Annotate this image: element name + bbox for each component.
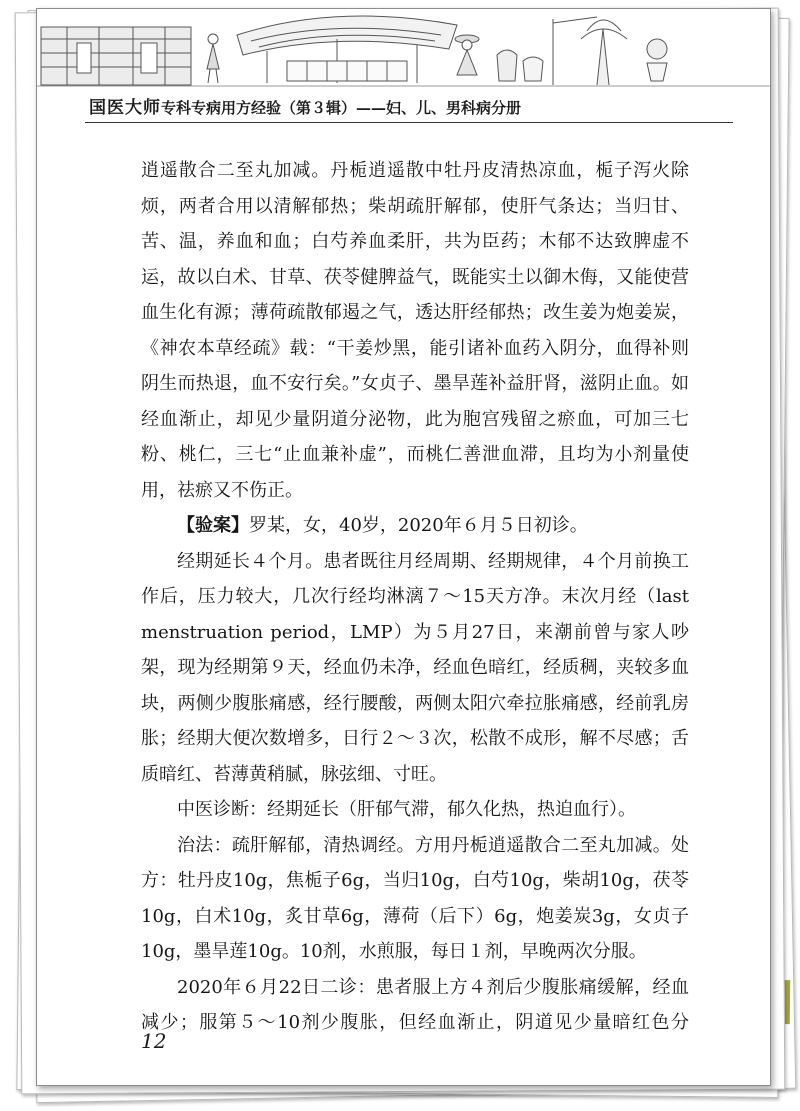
case-text: 罗某，女，40岁，2020年６月５日初诊。	[249, 515, 588, 536]
case-paragraph	[141, 508, 689, 544]
book-page	[36, 8, 771, 1086]
case-label: 【验案】	[177, 515, 249, 536]
paragraph: 经期延长４个月。患者既往月经周期、经期规律，４个月前换工作后，压力较大，几次行经均淋漓７～15天方净。末次月经（last menstruation period，LMP）为５月27日，来潮前曾与家人吵架，现为经期第９天，经血仍未净，经血色暗红，经质稠，夹较多血块，两侧少腹胀痛感，经行腰酸，两侧太阳穴牵拉胀痛感，经前乳房胀；经期大便次数增多，日行２～３次，松散不成形，解不尽感；舌质暗红、苔薄黄稍腻，脉弦细、寸旺。	[141, 550, 689, 785]
paragraph: 治法：疏肝解郁，清热调经。方用丹栀逍遥散合二至丸加减。处方：牡丹皮10g，焦栀子6g，当归10g，白芍10g，柴胡10g，茯苓10g，白术10g，炙甘草6g，薄荷（后下）6g，炮姜炭3g，女贞子10g，墨旱莲10g。10剂，水煎服，每日１剂，早晚两次分服。	[141, 834, 689, 962]
book-subtitle: 专科专病用方经验（第３辑）——妇、儿、男科病分册	[161, 99, 522, 117]
paragraph: 2020年６月22日二诊：患者服上方４剂后少腹胀痛缓解，经血减少；服第５～10剂少腹胀，但经血渐止，阴道见少量暗红色分	[141, 976, 689, 1033]
book-brand: 国医大师	[89, 98, 161, 118]
header-illustration	[37, 9, 770, 87]
paragraph: 逍遥散合二至丸加减。丹栀逍遥散中牡丹皮清热凉血，栀子泻火除烦，两者合用以清解郁热；柴胡疏肝解郁，使肝气条达；当归甘、苦、温，养血和血；白芍养血柔肝，共为臣药；木郁不达致脾虚不运，故以白术、甘草、茯苓健脾益气，既能实土以御木侮，又能使营血生化有源；薄荷疏散郁遏之气，透达肝经郁热；改生姜为炮姜炭，《神农本草经疏》载：“干姜炒黑，能引诸补血药入阴分，血得补则阴生而热退，血不安行矣。”女贞子、墨旱莲补益肝肾，滋阴止血。如经血渐止，却见少量阴道分泌物，此为胞宫残留之瘀血，可加三七粉、桃仁，三七“止血兼补虚”，而桃仁善泄血滞，且均为小剂量使用，祛瘀又不伤正。	[141, 160, 689, 501]
paragraph: 中医诊断：经期延长（肝郁气滞，郁久化热，热迫血行）。	[177, 799, 636, 820]
page-number: 12	[141, 1029, 167, 1053]
header-rule	[85, 122, 733, 123]
running-head	[89, 93, 729, 119]
body-text	[141, 153, 689, 1041]
